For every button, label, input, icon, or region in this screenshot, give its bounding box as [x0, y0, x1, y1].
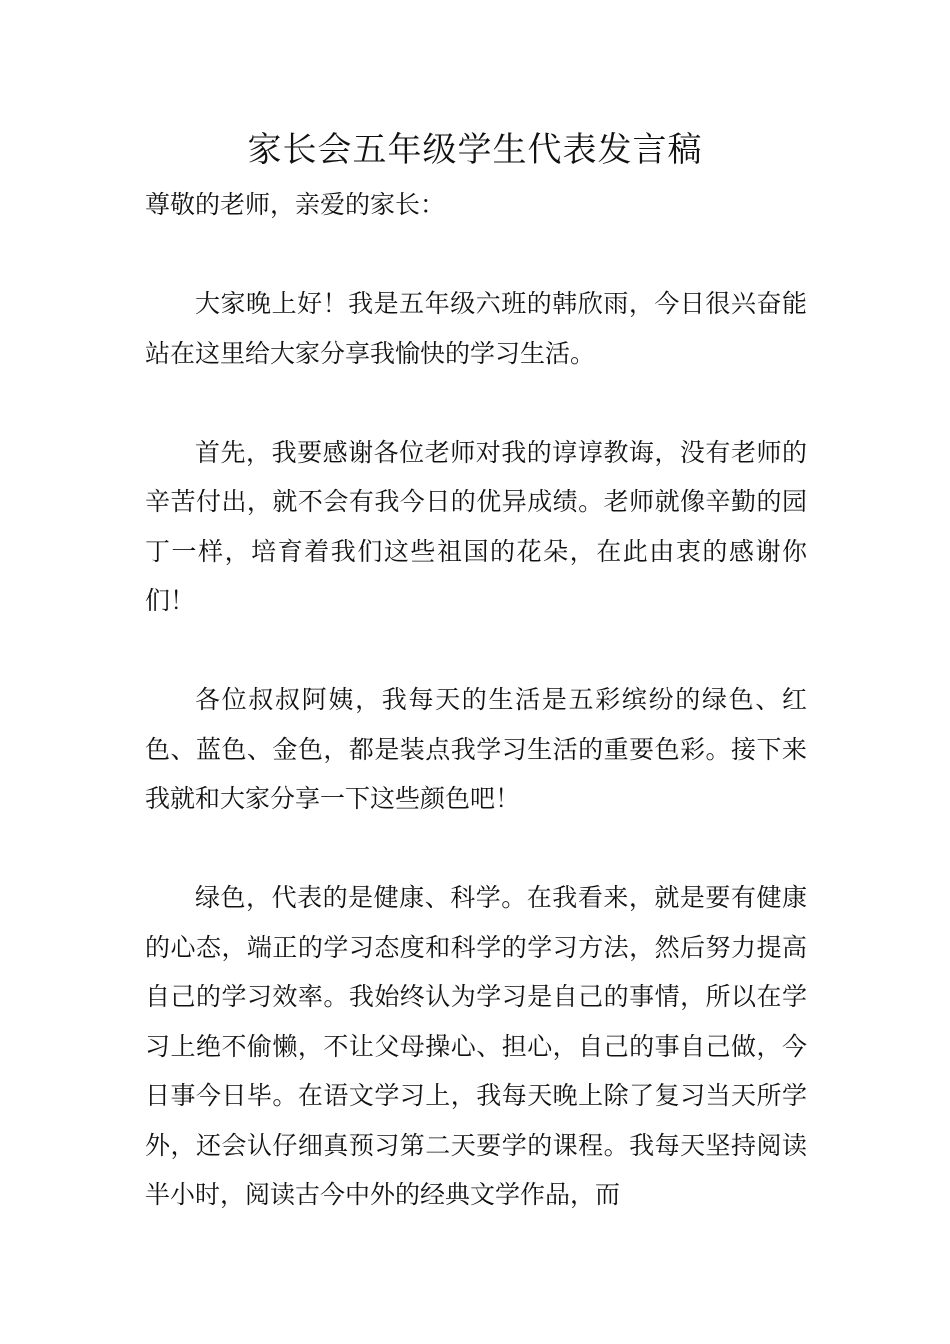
- document-body: [145, 180, 807, 1269]
- document-title: 家长会五年级学生代表发言稿: [247, 130, 703, 170]
- salutation: 尊敬的老师，亲爱的家长：: [145, 190, 446, 219]
- paragraph-green: 绿色，代表的是健康、科学。在我看来，就是要有健康的心态，端正的学习态度和科学的学习方法，然后努力提高自己的学习效率。我始终认为学习是自己的事情，所以在学习上绝不偷懒，不让父母操心、担心，自己的事自己做，今日事今日毕。在语文学习上，我每天晚上除了复习当天所学外，还会认仔细真预习第二天要学的课程。我每天坚持阅读半小时，阅读古今中外的经典文学作品，而: [145, 883, 807, 1209]
- paragraph-greeting: 大家晚上好！我是五年级六班的韩欣雨，今日很兴奋能站在这里给大家分享我愉快的学习生活。: [145, 289, 807, 368]
- paragraph-thanks: 首先，我要感谢各位老师对我的谆谆教诲，没有老师的辛苦付出，就不会有我今日的优异成绩。老师就像辛勤的园丁一样，培育着我们这些祖国的花朵，在此由衷的感谢你们！: [145, 437, 807, 615]
- paragraph-colors-intro: 各位叔叔阿姨，我每天的生活是五彩缤纷的绿色、红色、蓝色、金色，都是装点我学习生活的重要色彩。接下来我就和大家分享一下这些颜色吧！: [145, 685, 807, 813]
